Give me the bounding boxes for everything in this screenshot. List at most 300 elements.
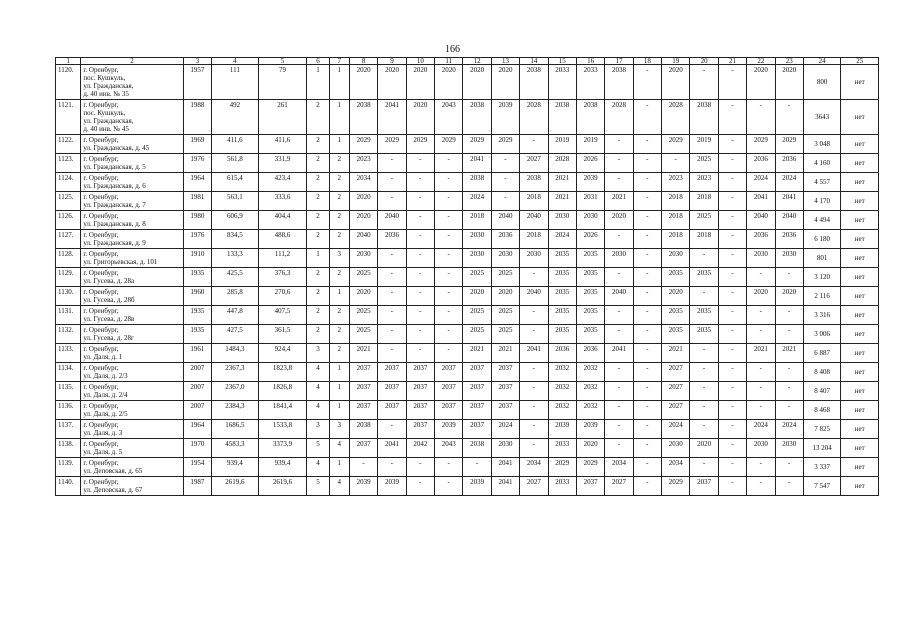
value-cell: 2027 xyxy=(520,154,548,173)
value-cell: нет xyxy=(841,135,879,154)
value-cell: 1935 xyxy=(183,268,211,287)
value-cell: - xyxy=(718,401,746,420)
value-cell: - xyxy=(633,306,661,325)
column-number-header: 18 xyxy=(633,58,661,65)
value-cell: 4 xyxy=(329,477,349,496)
value-cell: 2 xyxy=(307,325,329,344)
column-number-header: 14 xyxy=(520,58,548,65)
value-cell: 2020 xyxy=(349,192,377,211)
table-row xyxy=(56,477,879,496)
value-cell: 2041 xyxy=(491,477,519,496)
value-cell: 2032 xyxy=(576,363,604,382)
value-cell: 2039 xyxy=(548,420,576,439)
value-cell: 2035 xyxy=(576,249,604,268)
row-number: 1130. xyxy=(56,287,81,306)
value-cell: 2021 xyxy=(491,344,519,363)
value-cell: 2028 xyxy=(520,100,548,135)
table-body xyxy=(56,65,879,496)
value-cell: 2023 xyxy=(349,154,377,173)
value-cell: 3 xyxy=(307,420,329,439)
table-row xyxy=(56,382,879,401)
value-cell: - xyxy=(718,325,746,344)
address-cell xyxy=(81,287,183,306)
value-cell: - xyxy=(520,135,548,154)
value-cell: 2 xyxy=(329,268,349,287)
value-cell: 800 xyxy=(803,65,841,100)
address-line: г. Оренбург, xyxy=(83,288,119,296)
value-cell: 270,6 xyxy=(258,287,307,306)
column-number-header: 22 xyxy=(747,58,775,65)
value-cell: - xyxy=(406,306,434,325)
value-cell: 2021 xyxy=(775,344,803,363)
value-cell: 2019 xyxy=(548,135,576,154)
value-cell: 2028 xyxy=(605,100,633,135)
value-cell: 2020 xyxy=(690,439,718,458)
column-number-header: 13 xyxy=(491,58,519,65)
value-cell: 2026 xyxy=(576,230,604,249)
value-cell: 261 xyxy=(258,100,307,135)
value-cell: 1823,8 xyxy=(258,363,307,382)
address-cell xyxy=(81,100,183,135)
value-cell: 3 xyxy=(329,249,349,268)
value-cell: - xyxy=(406,230,434,249)
table-row xyxy=(56,173,879,192)
column-number-header: 1 xyxy=(56,58,81,65)
address-cell xyxy=(81,306,183,325)
value-cell: 2024 xyxy=(463,192,491,211)
value-cell: 4 xyxy=(329,439,349,458)
value-cell: 2037 xyxy=(406,420,434,439)
address-line: ул. Гражданская, д. 8 xyxy=(83,220,146,228)
value-cell: 4 xyxy=(307,458,329,477)
value-cell: - xyxy=(378,154,406,173)
address-line: г. Оренбург, xyxy=(83,155,119,163)
address-line: ул. Даля, д. 2/5 xyxy=(83,410,128,418)
value-cell: - xyxy=(690,458,718,477)
value-cell: 2020 xyxy=(406,100,434,135)
value-cell: 561,8 xyxy=(212,154,259,173)
value-cell: 2028 xyxy=(548,154,576,173)
value-cell: - xyxy=(775,401,803,420)
row-number: 1121. xyxy=(56,100,81,135)
value-cell: 2 xyxy=(329,192,349,211)
address-line: г. Оренбург, xyxy=(83,136,119,144)
value-cell: 2029 xyxy=(463,135,491,154)
value-cell: 407,5 xyxy=(258,306,307,325)
value-cell: 1981 xyxy=(183,192,211,211)
value-cell: - xyxy=(435,249,463,268)
address-cell xyxy=(81,192,183,211)
value-cell: - xyxy=(718,363,746,382)
value-cell: 4 494 xyxy=(803,211,841,230)
value-cell: 2 xyxy=(329,230,349,249)
address-line: г. Оренбург, xyxy=(83,269,119,277)
column-number-row xyxy=(56,58,879,65)
address-line: ул. Даля, д. 3 xyxy=(83,429,123,437)
value-cell: 2 xyxy=(307,173,329,192)
value-cell: - xyxy=(690,344,718,363)
value-cell: 2037 xyxy=(463,401,491,420)
value-cell: - xyxy=(633,154,661,173)
value-cell: - xyxy=(605,173,633,192)
value-cell: - xyxy=(633,401,661,420)
value-cell: - xyxy=(718,135,746,154)
value-cell: 2038 xyxy=(349,100,377,135)
column-number-header: 6 xyxy=(307,58,329,65)
value-cell: 2021 xyxy=(605,192,633,211)
column-number-header: 24 xyxy=(803,58,841,65)
value-cell: 2026 xyxy=(576,154,604,173)
value-cell: - xyxy=(406,173,434,192)
value-cell: - xyxy=(747,382,775,401)
address-cell xyxy=(81,363,183,382)
value-cell: 2 xyxy=(307,211,329,230)
value-cell: - xyxy=(605,420,633,439)
value-cell: 606,9 xyxy=(212,211,259,230)
value-cell: 2035 xyxy=(662,306,690,325)
address-line: ул. Даля, д. 1 xyxy=(83,353,123,361)
value-cell: 2018 xyxy=(520,192,548,211)
address-line: ул. Деповская, д. 67 xyxy=(83,486,143,494)
value-cell: 2038 xyxy=(520,65,548,100)
value-cell: 2024 xyxy=(491,420,519,439)
value-cell: 2 xyxy=(329,325,349,344)
value-cell: 425,5 xyxy=(212,268,259,287)
value-cell: 2040 xyxy=(349,230,377,249)
value-cell: 1 xyxy=(329,100,349,135)
value-cell: - xyxy=(775,100,803,135)
value-cell: - xyxy=(633,287,661,306)
address-line: д. 40 инв. № 35 xyxy=(83,90,129,98)
table-row xyxy=(56,249,879,268)
value-cell: - xyxy=(406,325,434,344)
row-number: 1135. xyxy=(56,382,81,401)
value-cell: 2030 xyxy=(463,230,491,249)
value-cell: нет xyxy=(841,477,879,496)
value-cell: 2037 xyxy=(491,382,519,401)
value-cell: 411,6 xyxy=(258,135,307,154)
value-cell: 1935 xyxy=(183,325,211,344)
row-number: 1120. xyxy=(56,65,81,100)
value-cell: 1961 xyxy=(183,344,211,363)
value-cell: 2032 xyxy=(548,363,576,382)
value-cell: - xyxy=(775,306,803,325)
value-cell: - xyxy=(633,439,661,458)
value-cell: 2029 xyxy=(435,135,463,154)
address-cell xyxy=(81,344,183,363)
value-cell: 2 xyxy=(329,154,349,173)
value-cell: 2034 xyxy=(662,458,690,477)
value-cell: 2030 xyxy=(576,211,604,230)
value-cell: 2033 xyxy=(576,65,604,100)
value-cell: - xyxy=(491,192,519,211)
column-number-header: 11 xyxy=(435,58,463,65)
value-cell: 2040 xyxy=(520,211,548,230)
address-cell xyxy=(81,154,183,173)
value-cell: 2035 xyxy=(548,249,576,268)
value-cell: 1 xyxy=(329,458,349,477)
value-cell: - xyxy=(435,344,463,363)
value-cell: - xyxy=(718,306,746,325)
address-line: г. Оренбург, xyxy=(83,174,119,182)
value-cell: 2037 xyxy=(349,363,377,382)
value-cell: 5 xyxy=(307,477,329,496)
value-cell: - xyxy=(378,420,406,439)
table-row xyxy=(56,401,879,420)
value-cell: 2019 xyxy=(576,135,604,154)
row-number: 1133. xyxy=(56,344,81,363)
value-cell: 2020 xyxy=(463,65,491,100)
value-cell: 488,6 xyxy=(258,230,307,249)
row-number: 1124. xyxy=(56,173,81,192)
value-cell: - xyxy=(747,477,775,496)
column-number-header: 21 xyxy=(718,58,746,65)
value-cell: нет xyxy=(841,363,879,382)
value-cell: 2037 xyxy=(435,401,463,420)
address-line: г. Оренбург, xyxy=(83,231,119,239)
column-number-header: 25 xyxy=(841,58,879,65)
value-cell: - xyxy=(378,192,406,211)
value-cell: нет xyxy=(841,230,879,249)
value-cell: 1954 xyxy=(183,458,211,477)
column-number-header: 8 xyxy=(349,58,377,65)
value-cell: 2018 xyxy=(690,192,718,211)
value-cell: 2040 xyxy=(520,287,548,306)
address-line: г. Оренбург, xyxy=(83,402,119,410)
value-cell: 3 xyxy=(307,344,329,363)
value-cell: - xyxy=(605,401,633,420)
value-cell: 2030 xyxy=(662,439,690,458)
value-cell: - xyxy=(718,154,746,173)
address-line: ул. Гражданская, д. 5 xyxy=(83,163,146,171)
column-number-header: 16 xyxy=(576,58,604,65)
value-cell: 2030 xyxy=(491,249,519,268)
value-cell: 2020 xyxy=(349,211,377,230)
value-cell: - xyxy=(690,249,718,268)
value-cell: - xyxy=(435,268,463,287)
value-cell: 1988 xyxy=(183,100,211,135)
value-cell: 2 xyxy=(329,306,349,325)
value-cell: 2040 xyxy=(775,211,803,230)
value-cell: 2029 xyxy=(576,458,604,477)
value-cell: 6 887 xyxy=(803,344,841,363)
address-line: г. Оренбург, xyxy=(83,101,119,109)
value-cell: 2020 xyxy=(349,65,377,100)
value-cell: 2021 xyxy=(463,344,491,363)
value-cell: 2043 xyxy=(435,439,463,458)
value-cell: 2025 xyxy=(349,325,377,344)
value-cell: 1964 xyxy=(183,420,211,439)
address-line: ул. Григорьевская, д. 101 xyxy=(83,258,158,266)
table-row xyxy=(56,325,879,344)
value-cell: 2 xyxy=(307,230,329,249)
address-line: г. Оренбург, xyxy=(83,326,119,334)
value-cell: - xyxy=(378,458,406,477)
value-cell: нет xyxy=(841,287,879,306)
value-cell: 563,1 xyxy=(212,192,259,211)
value-cell: - xyxy=(633,192,661,211)
value-cell: 2027 xyxy=(662,382,690,401)
value-cell: нет xyxy=(841,382,879,401)
address-line: ул. Гражданская, xyxy=(83,82,134,90)
value-cell: - xyxy=(435,230,463,249)
value-cell: 2034 xyxy=(349,173,377,192)
value-cell: 2037 xyxy=(690,477,718,496)
value-cell: 2025 xyxy=(491,306,519,325)
value-cell: 2037 xyxy=(435,382,463,401)
value-cell: 111,2 xyxy=(258,249,307,268)
table-row xyxy=(56,154,879,173)
row-number: 1125. xyxy=(56,192,81,211)
value-cell: - xyxy=(520,325,548,344)
address-line: г. Оренбург, xyxy=(83,212,119,220)
address-line: ул. Деповская, д. 65 xyxy=(83,467,143,475)
value-cell: 2023 xyxy=(662,173,690,192)
value-cell: 2027 xyxy=(520,477,548,496)
value-cell: 2039 xyxy=(576,420,604,439)
value-cell: 1976 xyxy=(183,154,211,173)
value-cell: - xyxy=(605,230,633,249)
value-cell: 2619,6 xyxy=(212,477,259,496)
value-cell: 2035 xyxy=(690,325,718,344)
value-cell: - xyxy=(520,363,548,382)
value-cell: 3 337 xyxy=(803,458,841,477)
column-number-header: 10 xyxy=(406,58,434,65)
value-cell: 423,4 xyxy=(258,173,307,192)
address-line: ул. Даля, д. 5 xyxy=(83,448,123,456)
column-number-header: 23 xyxy=(775,58,803,65)
value-cell: 2030 xyxy=(520,249,548,268)
value-cell: 2007 xyxy=(183,382,211,401)
address-cell xyxy=(81,458,183,477)
address-line: ул. Гражданская, д. 45 xyxy=(83,144,150,152)
value-cell: 2029 xyxy=(349,135,377,154)
value-cell: 1826,8 xyxy=(258,382,307,401)
value-cell: 2367,3 xyxy=(212,363,259,382)
value-cell: 1964 xyxy=(183,173,211,192)
value-cell: 1969 xyxy=(183,135,211,154)
value-cell: 1484,3 xyxy=(212,344,259,363)
value-cell: 8 468 xyxy=(803,401,841,420)
value-cell: 2040 xyxy=(747,211,775,230)
value-cell: - xyxy=(378,344,406,363)
value-cell: - xyxy=(690,420,718,439)
value-cell: 2036 xyxy=(491,230,519,249)
value-cell: 2 xyxy=(307,135,329,154)
row-number: 1128. xyxy=(56,249,81,268)
value-cell: нет xyxy=(841,173,879,192)
value-cell: 2029 xyxy=(662,477,690,496)
value-cell: 2025 xyxy=(463,268,491,287)
value-cell: - xyxy=(633,211,661,230)
column-number-header: 12 xyxy=(463,58,491,65)
address-cell xyxy=(81,230,183,249)
value-cell: - xyxy=(718,173,746,192)
value-cell: 2029 xyxy=(491,135,519,154)
value-cell: 2018 xyxy=(662,230,690,249)
value-cell: 2027 xyxy=(662,363,690,382)
value-cell: 2037 xyxy=(406,401,434,420)
value-cell: 2032 xyxy=(576,401,604,420)
value-cell: 2007 xyxy=(183,363,211,382)
address-line: пос. Кушкуль, xyxy=(83,74,126,82)
value-cell: - xyxy=(718,65,746,100)
value-cell: - xyxy=(633,135,661,154)
value-cell: 2037 xyxy=(406,382,434,401)
address-line: г. Оренбург, xyxy=(83,383,119,391)
value-cell: 2027 xyxy=(662,401,690,420)
value-cell: 2034 xyxy=(605,458,633,477)
value-cell: - xyxy=(747,268,775,287)
value-cell: 2031 xyxy=(576,192,604,211)
value-cell: 427,5 xyxy=(212,325,259,344)
value-cell: 2024 xyxy=(775,420,803,439)
row-number: 1126. xyxy=(56,211,81,230)
value-cell: 376,3 xyxy=(258,268,307,287)
value-cell: 2024 xyxy=(662,420,690,439)
value-cell: 2037 xyxy=(349,439,377,458)
value-cell: 801 xyxy=(803,249,841,268)
value-cell: 2037 xyxy=(463,363,491,382)
value-cell: - xyxy=(406,154,434,173)
value-cell: 79 xyxy=(258,65,307,100)
value-cell: 2367,0 xyxy=(212,382,259,401)
value-cell: - xyxy=(718,192,746,211)
value-cell: 2030 xyxy=(491,439,519,458)
value-cell: 8 408 xyxy=(803,363,841,382)
value-cell: - xyxy=(520,401,548,420)
address-line: г. Оренбург, xyxy=(83,364,119,372)
table-row xyxy=(56,100,879,135)
value-cell: нет xyxy=(841,65,879,100)
value-cell: нет xyxy=(841,192,879,211)
value-cell: 2021 xyxy=(548,173,576,192)
value-cell: - xyxy=(690,382,718,401)
value-cell: 3373,9 xyxy=(258,439,307,458)
value-cell: 2035 xyxy=(548,325,576,344)
value-cell: 2041 xyxy=(775,192,803,211)
value-cell: нет xyxy=(841,249,879,268)
value-cell: 2032 xyxy=(548,382,576,401)
value-cell: 2030 xyxy=(775,439,803,458)
value-cell: - xyxy=(775,477,803,496)
address-cell xyxy=(81,420,183,439)
value-cell: - xyxy=(378,249,406,268)
value-cell: 2037 xyxy=(378,401,406,420)
address-line: г. Оренбург, xyxy=(83,345,119,353)
value-cell: 2018 xyxy=(690,230,718,249)
value-cell: - xyxy=(605,363,633,382)
value-cell: 13 204 xyxy=(803,439,841,458)
value-cell: 1 xyxy=(329,65,349,100)
address-cell xyxy=(81,439,183,458)
value-cell: 2036 xyxy=(576,344,604,363)
value-cell: - xyxy=(406,458,434,477)
value-cell: нет xyxy=(841,100,879,135)
value-cell: - xyxy=(690,363,718,382)
value-cell: 1533,8 xyxy=(258,420,307,439)
value-cell: - xyxy=(775,382,803,401)
value-cell: 2037 xyxy=(349,401,377,420)
address-cell xyxy=(81,135,183,154)
value-cell: нет xyxy=(841,325,879,344)
table-row xyxy=(56,344,879,363)
value-cell: 7 547 xyxy=(803,477,841,496)
table-row xyxy=(56,363,879,382)
value-cell: 2 xyxy=(329,173,349,192)
value-cell: - xyxy=(435,325,463,344)
column-number-header: 17 xyxy=(605,58,633,65)
